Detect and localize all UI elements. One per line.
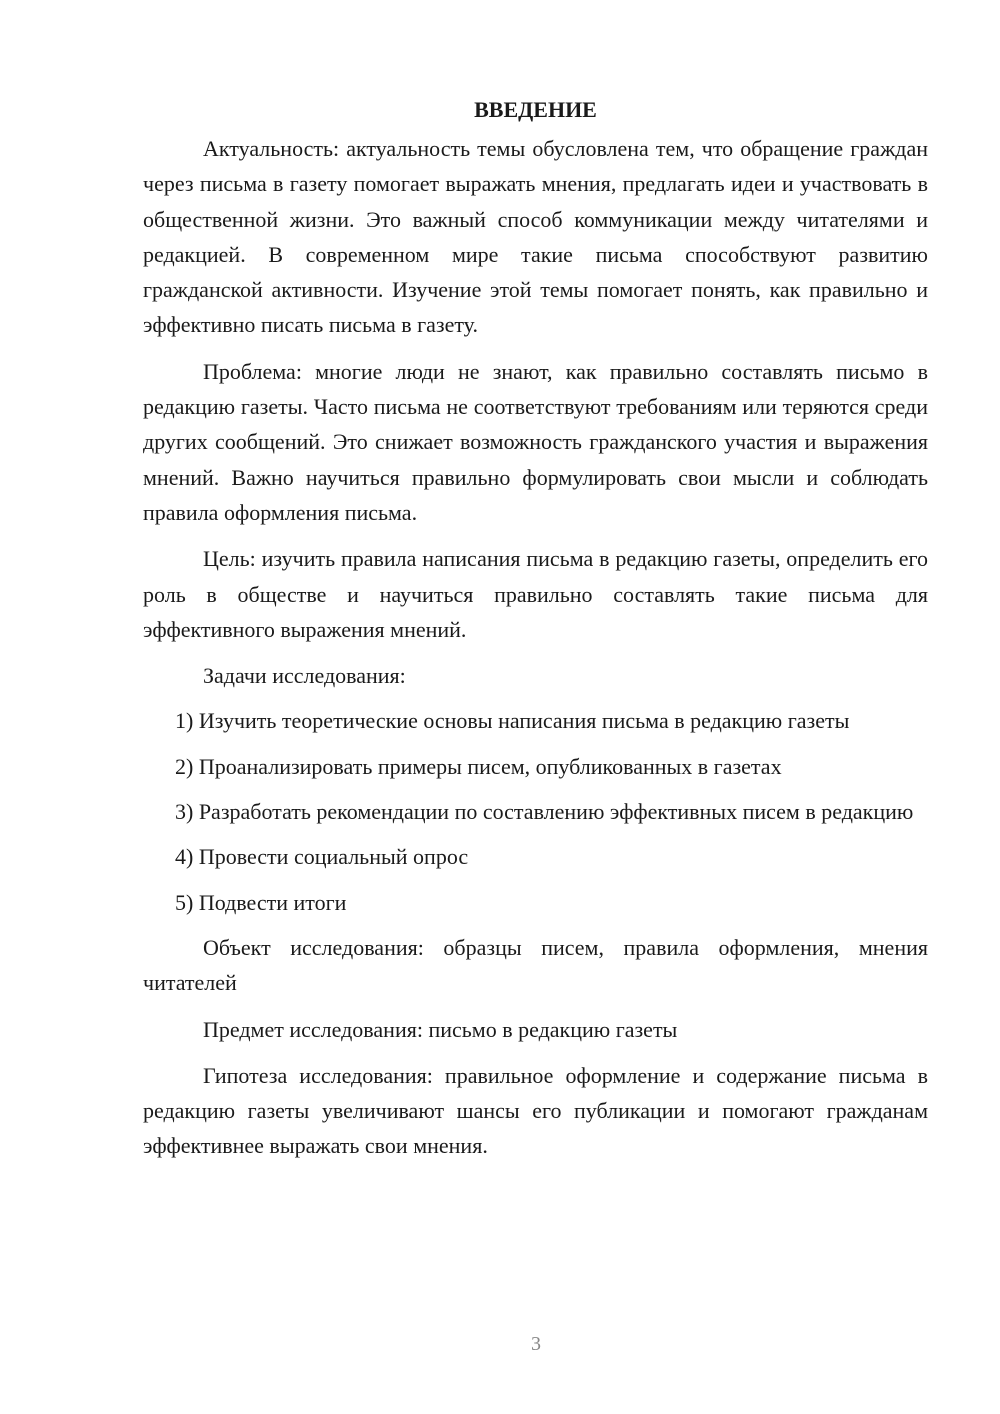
tasks-heading: Задачи исследования: (203, 663, 406, 689)
page-number: 3 (531, 1333, 541, 1355)
task-item-3: 3) Разработать рекомендации по составлению эффективных писем в редакцию (175, 799, 914, 825)
task-item-1: 1) Изучить теоретические основы написания письма в редакцию газеты (175, 708, 850, 734)
task-item-2: 2) Проанализировать примеры писем, опубликованных в газетах (175, 753, 782, 779)
document-page (143, 92, 928, 1164)
paragraph-problem: Проблема: многие люди не знают, как правильно составлять письмо в редакцию газеты. Часто письма не соответствуют требованиям или теряются среди других сообщений. Это снижает возможность гражданского участия и выражения мнений. Важно научиться правильно формулировать свои мысли и соблюдать правила оформления письма. (143, 358, 928, 525)
task-item-5: 5) Подвести итоги (175, 889, 347, 915)
paragraph-subject: Предмет исследования: письмо в редакцию газеты (203, 1016, 678, 1042)
paragraph-goal: Цель: изучить правила написания письма в редакцию газеты, определить его роль в обществе и научиться правильно составлять такие письма для эффективного выражения мнений. (143, 546, 928, 642)
paragraph-object: Объект исследования: образцы писем, правила оформления, мнения читателей (143, 934, 928, 996)
paragraph-hypothesis: Гипотеза исследования: правильное оформление и содержание письма в редакцию газеты увеличивают шансы его публикации и помогают гражданам эффективнее выражать свои мнения. (143, 1062, 928, 1159)
section-title: ВВЕДЕНИЕ (474, 97, 597, 122)
task-item-4: 4) Провести социальный опрос (175, 844, 469, 870)
paragraph-relevance: Актуальность: актуальность темы обусловлена тем, что обращение граждан через письма в газету помогает выражать мнения, предлагать идеи и участвовать в общественной жизни. Это важный способ коммуникации между читателями и редакцией. В современном мире такие письма способствуют развитию гражданской активности. Изучение этой темы помогает понять, как правильно и эффективно писать письма в газету. (143, 136, 928, 338)
